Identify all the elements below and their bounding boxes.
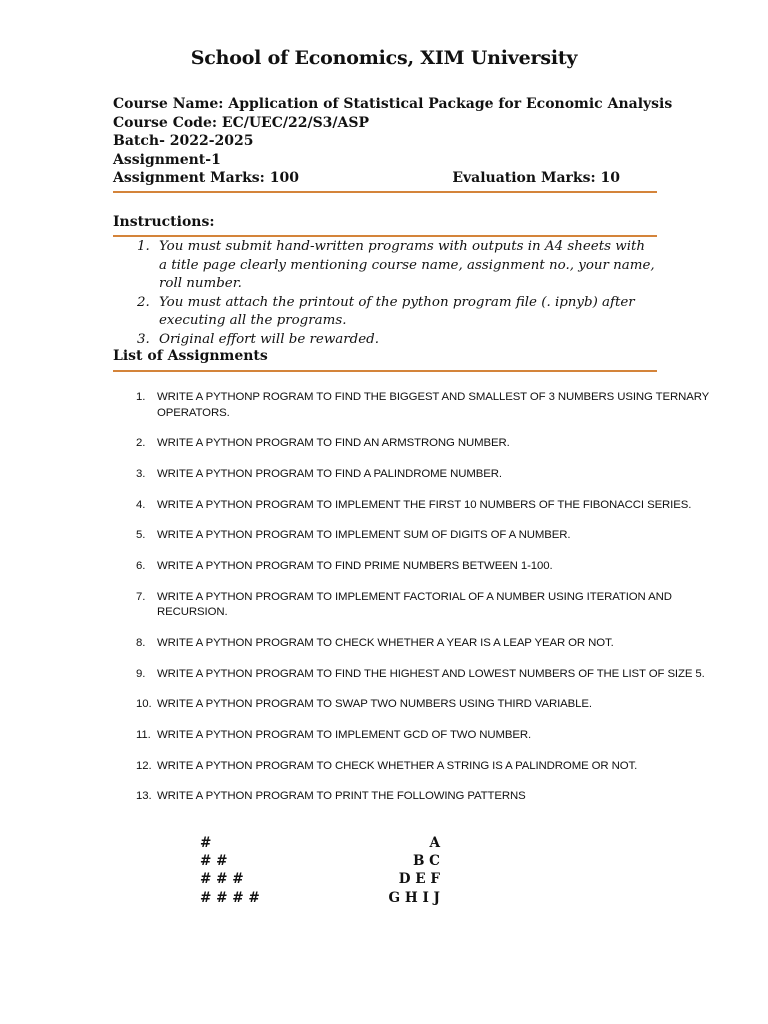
course-details <box>113 95 673 188</box>
assignment-item-text: WRITE A PYTHON PROGRAM TO CHECK WHETHER A YEAR IS A LEAP YEAR OR NOT. <box>157 636 614 649</box>
assignment-item <box>136 759 736 775</box>
instruction-item <box>137 238 657 294</box>
pattern-row <box>200 889 440 907</box>
instruction-item-number: 2. <box>137 294 150 310</box>
assignment-item <box>136 728 736 744</box>
assignment-item-text: WRITE A PYTHONP ROGRAM TO FIND THE BIGGEST AND SMALLEST OF 3 NUMBERS USING TERNARY OPERATORS. <box>157 391 709 419</box>
assignment-item-text: WRITE A PYTHON PROGRAM TO PRINT THE FOLLOWING PATTERNS <box>157 790 526 803</box>
divider-line <box>113 370 657 372</box>
assignment-item-number: 5. <box>136 529 146 542</box>
assignment-item-text: WRITE A PYTHON PROGRAM TO FIND PRIME NUMBERS BETWEEN 1-100. <box>157 559 553 572</box>
assignment-item-text: WRITE A PYTHON PROGRAM TO IMPLEMENT FACTORIAL OF A NUMBER USING ITERATION AND RECURSION. <box>157 590 672 619</box>
assignment-item <box>136 436 736 452</box>
assignment-item <box>136 697 736 713</box>
instruction-item-text: Original effort will be rewarded. <box>159 331 379 347</box>
instructions-heading: Instructions: <box>113 214 215 230</box>
evaluation-marks: Evaluation Marks: 10 <box>452 170 620 187</box>
assignment-item-number: 7. <box>136 590 146 603</box>
letter-pattern: B C <box>412 853 440 870</box>
assignment-item-number: 10. <box>136 698 152 711</box>
assignment-item-text: WRITE A PYTHON PROGRAM TO FIND A PALINDROME NUMBER. <box>157 467 502 480</box>
assignment-item <box>136 667 736 683</box>
hash-pattern: # <box>200 835 212 851</box>
assignment-item <box>136 590 736 621</box>
assignment-item-text: WRITE A PYTHON PROGRAM TO FIND AN ARMSTRONG NUMBER. <box>157 437 510 450</box>
patterns-block <box>200 834 440 907</box>
letter-pattern: A <box>429 835 440 851</box>
assignment-item-number: 3. <box>136 467 146 480</box>
instruction-item-number: 3. <box>137 331 150 347</box>
marks-row <box>113 169 620 188</box>
assignment-item-text: WRITE A PYTHON PROGRAM TO FIND THE HIGHEST AND LOWEST NUMBERS OF THE LIST OF SIZE 5. <box>157 667 705 680</box>
hash-pattern: # # <box>200 853 228 870</box>
assignment-item <box>136 559 736 575</box>
instruction-item <box>137 331 657 350</box>
letter-pattern: G H I J <box>388 889 440 906</box>
assignments-list <box>136 390 736 820</box>
instruction-item <box>137 294 657 331</box>
instruction-item-text: You must attach the printout of the python program file (. ipnyb) after executing all the programs. <box>159 294 635 328</box>
assignment-item <box>136 390 736 421</box>
assignment-item-text: WRITE A PYTHON PROGRAM TO SWAP TWO NUMBERS USING THIRD VARIABLE. <box>157 698 592 711</box>
hash-pattern: # # # <box>200 871 244 888</box>
assignment-item-text: WRITE A PYTHON PROGRAM TO IMPLEMENT THE FIRST 10 NUMBERS OF THE FIBONACCI SERIES. <box>157 498 692 511</box>
assignment-item-text: WRITE A PYTHON PROGRAM TO IMPLEMENT GCD OF TWO NUMBER. <box>157 728 532 741</box>
assignment-item <box>136 467 736 483</box>
assignment-item-number: 8. <box>136 636 146 649</box>
course-code: Course Code: EC/UEC/22/S3/ASP <box>113 114 370 131</box>
assignment-item <box>136 498 736 514</box>
divider-line <box>113 235 657 237</box>
assignment-marks: Assignment Marks: 100 <box>113 170 299 187</box>
assignment-item-number: 6. <box>136 559 146 572</box>
assignments-heading: List of Assignments <box>113 348 268 364</box>
assignment-item-text: WRITE A PYTHON PROGRAM TO IMPLEMENT SUM OF DIGITS OF A NUMBER. <box>157 529 571 542</box>
letter-pattern: D E F <box>398 871 440 888</box>
assignment-item-number: 1. <box>136 391 146 403</box>
instructions-list <box>137 238 657 349</box>
assignment-item-number: 12. <box>136 759 152 772</box>
divider-line <box>113 191 657 193</box>
pattern-row <box>200 870 440 888</box>
assignment-item-number: 2. <box>136 437 146 450</box>
pattern-row <box>200 834 440 852</box>
assignment-item-number: 9. <box>136 667 146 680</box>
assignment-item-text: WRITE A PYTHON PROGRAM TO CHECK WHETHER A STRING IS A PALINDROME OR NOT. <box>157 759 638 772</box>
pattern-row <box>200 852 440 870</box>
assignment-item <box>136 528 736 544</box>
instruction-item-number: 1. <box>137 239 150 254</box>
assignment-item-number: 4. <box>136 498 146 511</box>
document-title: School of Economics, XIM University <box>190 47 578 69</box>
assignment-number: Assignment-1 <box>113 151 221 168</box>
batch: Batch- 2022-2025 <box>113 133 254 150</box>
assignment-item-number: 13. <box>136 790 152 803</box>
assignment-item-number: 11. <box>136 728 151 741</box>
instruction-item-text: You must submit hand-written programs with outputs in A4 sheets with a title page clearly mentioning course name, assignment no., your name, roll number. <box>159 239 655 291</box>
assignment-item <box>136 789 736 805</box>
assignment-item <box>136 636 736 652</box>
course-name: Course Name: Application of Statistical Package for Economic Analysis <box>113 96 673 112</box>
hash-pattern: # # # # <box>200 889 260 906</box>
